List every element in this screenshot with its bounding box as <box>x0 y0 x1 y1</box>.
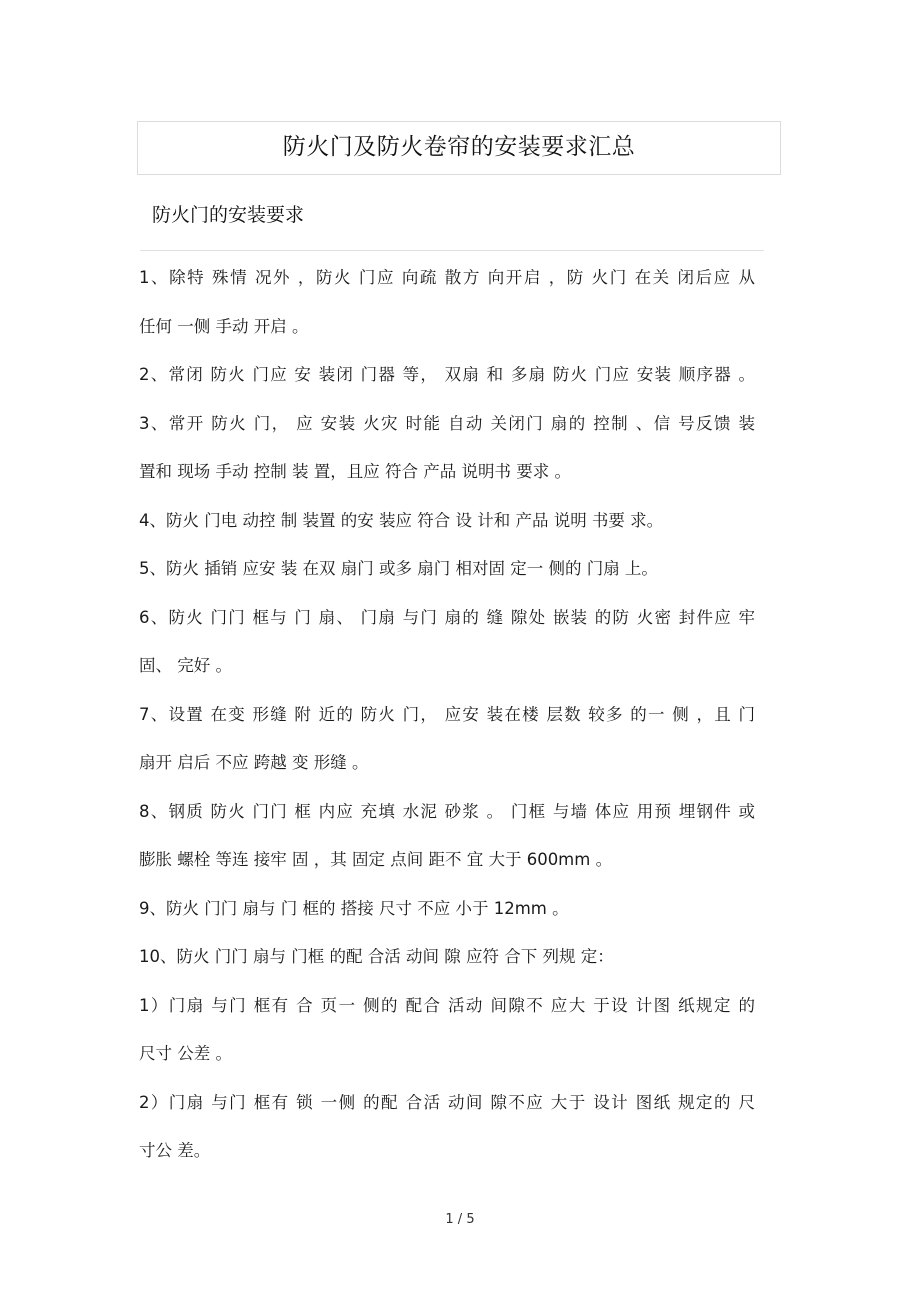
body-line: 3、常开 防火 门， 应 安装 火灾 时能 自动 关闭门 扇的 控制 、信 号反馈 装 <box>139 413 755 433</box>
body-line: 6、防火 门门 框与 门 扇、 门扇 与门 扇的 缝 隙处 嵌装 的防 火密 封件应 牢 <box>139 607 755 627</box>
body-line: 1）门扇 与门 框有 合 页一 侧的 配合 活动 间隙不 应大 于设 计图 纸规定 的 <box>139 995 755 1015</box>
body-line: 10、防火 门门 扇与 门框 的配 合活 动间 隙 应符 合下 列规 定： <box>139 947 614 966</box>
section-divider <box>140 250 764 251</box>
body-line: 尺寸 公差 。 <box>139 1044 232 1063</box>
body-line: 4、防火 门电 动控 制 装置 的安 装应 符合 设 计和 产品 说明 书要 求。 <box>139 510 664 530</box>
body-text <box>139 254 755 1176</box>
section-heading: 防火门的安装要求 <box>152 204 305 226</box>
body-line: 固、 完好 。 <box>139 656 232 675</box>
body-line: 1、除特 殊情 况外 ，防火 门应 向疏 散方 向开启 ，防 火门 在关 闭后应 从 <box>139 268 755 287</box>
body-line: 膨胀 螺栓 等连 接牢 固 ，其 固定 点间 距不 宜 大于 600mm 。 <box>139 850 613 869</box>
body-line: 2、常闭 防火 门应 安 装闭 门器 等， 双扇 和 多扇 防火 门应 安装 顺序器 。 <box>139 365 755 384</box>
document-title-box <box>137 121 781 175</box>
body-line: 8、钢质 防火 门门 框 内应 充填 水泥 砂浆 。 门框 与墙 体应 用预 埋钢件 或 <box>139 801 755 821</box>
body-line: 7、设置 在变 形缝 附 近的 防火 门， 应安 装在楼 层数 较多 的一 侧 ，且 门 <box>139 704 755 724</box>
page-number: 1 / 5 <box>445 1212 475 1227</box>
body-line: 扇开 启后 不应 跨越 变 形缝 。 <box>139 753 369 772</box>
body-line: 9、防火 门门 扇与 门 框的 搭接 尺寸 不应 小于 12mm 。 <box>139 898 569 918</box>
document-title: 防火门及防火卷帘的安装要求汇总 <box>282 134 636 160</box>
body-line: 2）门扇 与门 框有 锁 一侧 的配 合活 动间 隙不应 大于 设计 图纸 规定的 尺 <box>139 1092 755 1112</box>
body-line: 任何 一侧 手动 开启 。 <box>139 316 309 336</box>
body-line: 置和 现场 手动 控制 装 置，且应 符合 产品 说明书 要求 。 <box>139 462 571 481</box>
body-line: 5、防火 插销 应安 装 在双 扇门 或多 扇门 相对固 定一 侧的 门扇 上。 <box>139 559 658 578</box>
body-line: 寸公 差。 <box>139 1141 211 1160</box>
